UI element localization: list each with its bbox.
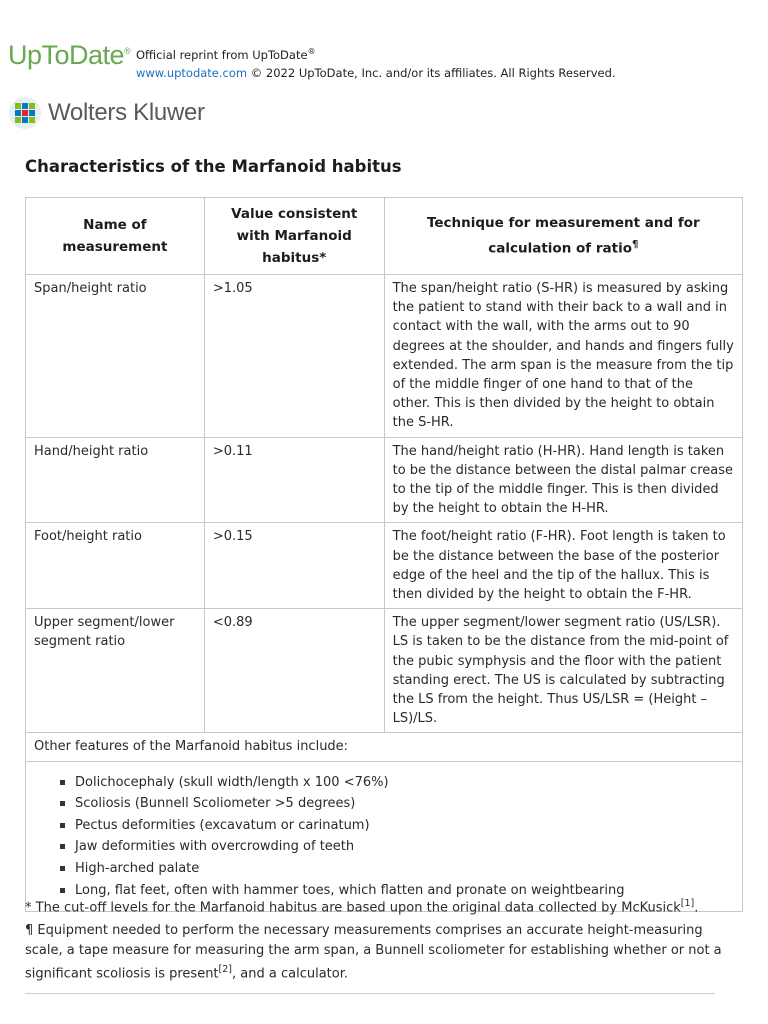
- measurement-value: >0.11: [204, 437, 384, 523]
- table-row: [26, 275, 743, 438]
- measurement-table: [25, 197, 743, 912]
- column-header-technique-mark: ¶: [631, 239, 639, 251]
- measurement-name: Hand/height ratio: [26, 437, 205, 523]
- other-features-list: [34, 766, 734, 908]
- table-row: [26, 437, 743, 523]
- measurement-technique: The span/height ratio (S-HR) is measured by asking the patient to stand with their back to a wall and in contact with the wall, with the arms out to 90 degrees at the shoulder, and hands and fingers fully extended. The arm span is the measure from the tip of the middle finger of one hand to that of the other. This is then divided by the height to obtain the S-HR.: [384, 275, 742, 438]
- footnote-equipment-text: ¶ Equipment needed to perform the necessary measurements comprises an accurate height-measuring scale, a tape measure for measuring the arm span, a Bunnell scoliometer for establishing whether or not a significant scoliosis is present: [25, 923, 722, 982]
- reprint-mark: ®: [307, 47, 316, 56]
- measurement-technique: The foot/height ratio (F-HR). Foot length is taken to be the distance between the base of the posterior edge of the heel and the tip of the hallux. This is then divided by the height to obtain the F-HR.: [384, 523, 742, 609]
- measurement-value: >1.05: [204, 275, 384, 438]
- measurement-value: <0.89: [204, 609, 384, 733]
- footnote-equipment: [25, 921, 735, 984]
- list-item: Pectus deformities (excavatum or carinatum): [75, 815, 734, 837]
- measurement-name: Foot/height ratio: [26, 523, 205, 609]
- wolters-kluwer-wordmark: Wolters Kluwer: [48, 99, 205, 126]
- column-header-technique-text: Technique for measurement and for calculation of ratio: [426, 215, 700, 257]
- uptodate-logo-text: UpToDate: [8, 40, 125, 70]
- page-title: Characteristics of the Marfanoid habitus: [25, 157, 402, 176]
- footnote-cutoff: [25, 894, 735, 918]
- footnote-equipment-end: , and a calculator.: [232, 966, 348, 982]
- reference-link-1[interactable]: [1]: [680, 898, 695, 909]
- uptodate-logo-mark: ®: [124, 46, 131, 56]
- column-header-technique: [384, 198, 742, 275]
- measurement-technique: The upper segment/lower segment ratio (US/LSR). LS is taken to be the distance from the mid-point of the pubic symphysis and the floor with the patient standing erect. The US is calculated by subtracting the LS from the height. Thus US/LSR = (Height – LS)/LS.: [384, 609, 742, 733]
- other-features-label: Other features of the Marfanoid habitus include:: [26, 733, 743, 761]
- measurement-value: >0.15: [204, 523, 384, 609]
- column-header-name: Name of measurement: [26, 198, 205, 275]
- reference-link-2[interactable]: [2]: [218, 964, 233, 975]
- other-features-row: [26, 761, 743, 912]
- list-item: Jaw deformities with overcrowding of teeth: [75, 836, 734, 858]
- table-row: [26, 609, 743, 733]
- list-item: Scoliosis (Bunnell Scoliometer >5 degrees): [75, 793, 734, 815]
- other-features-cell: [26, 761, 743, 912]
- divider: [25, 993, 715, 994]
- measurement-name: Span/height ratio: [26, 275, 205, 438]
- list-item: Dolichocephaly (skull width/length x 100 <76%): [75, 772, 734, 794]
- measurement-technique: The hand/height ratio (H-HR). Hand length is taken to be the distance between the distal palmar crease to the tip of the middle finger. This is then divided by the height to obtain the H-HR.: [384, 437, 742, 523]
- footnote-cutoff-end: .: [694, 900, 699, 916]
- column-header-value: Value consistent with Marfanoid habitus*: [204, 198, 384, 275]
- wolters-kluwer-icon: [8, 96, 42, 130]
- uptodate-site-link[interactable]: www.uptodate.com: [136, 65, 248, 80]
- reprint-line: Official reprint from UpToDate: [136, 47, 308, 62]
- measurement-name: Upper segment/lower segment ratio: [26, 609, 205, 733]
- footnote-cutoff-text: * The cut-off levels for the Marfanoid habitus are based upon the original data collected by McKusick: [25, 900, 681, 916]
- page-header: [0, 0, 768, 140]
- wolters-kluwer-logo: [8, 96, 205, 130]
- table-header-row: [26, 198, 743, 275]
- copyright-text: © 2022 UpToDate, Inc. and/or its affiliates. All Rights Reserved.: [247, 65, 616, 80]
- list-item: High-arched palate: [75, 858, 734, 880]
- list-item: Long, flat feet, often with hammer toes, which flatten and pronate on weightbearing: [75, 880, 734, 902]
- other-features-label-row: [26, 733, 743, 761]
- table-row: [26, 523, 743, 609]
- uptodate-logo[interactable]: [8, 40, 130, 71]
- reprint-notice: [136, 43, 616, 82]
